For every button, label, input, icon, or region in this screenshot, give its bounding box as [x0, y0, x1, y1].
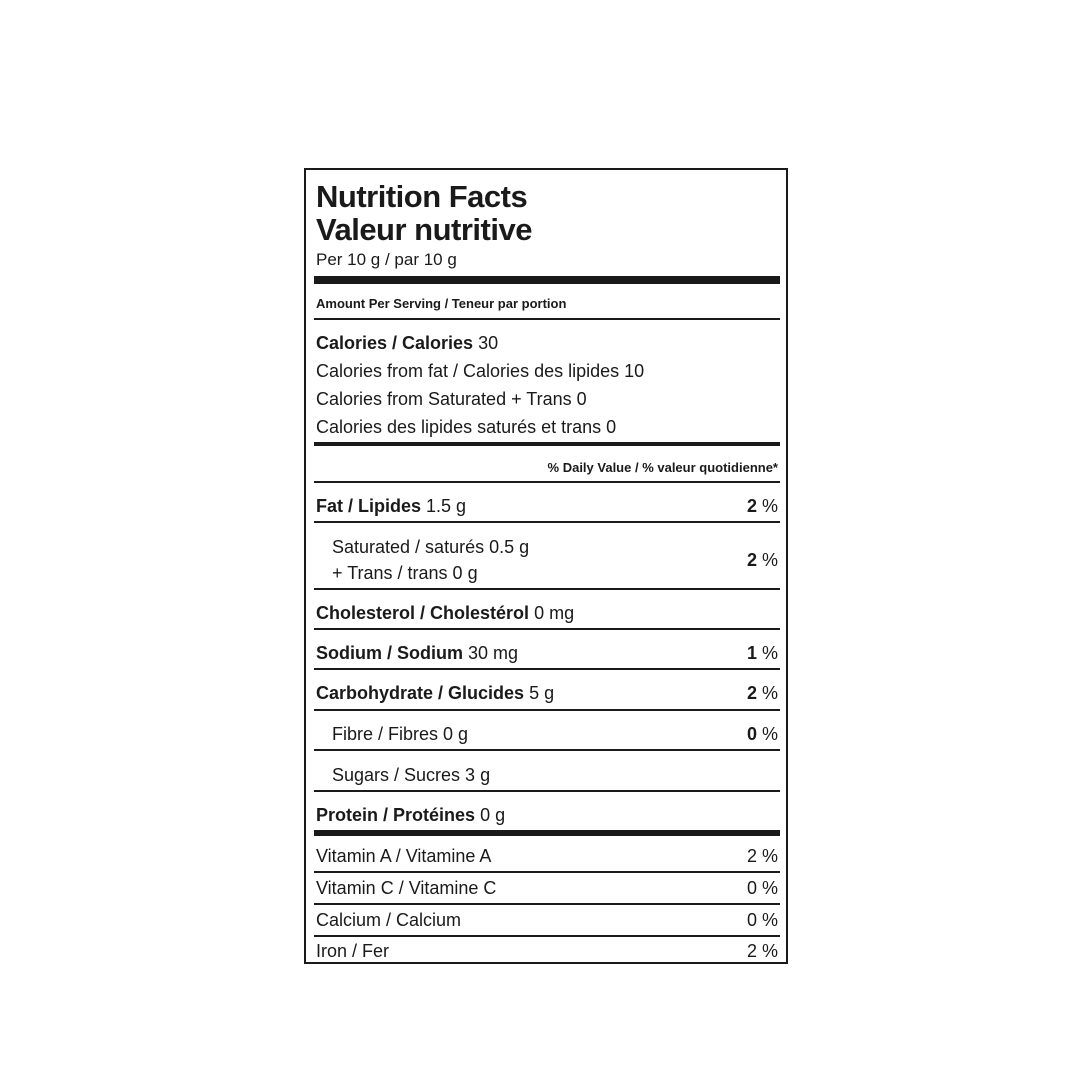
divider	[314, 481, 780, 483]
sodium-row	[316, 643, 518, 664]
divider	[314, 318, 780, 320]
divider	[314, 521, 780, 523]
divider	[314, 668, 780, 670]
fibre-row: Fibre / Fibres 0 g	[332, 724, 469, 744]
vitamin-a-value: 2 %	[746, 846, 778, 866]
calories-value: 30	[478, 333, 499, 353]
fat-dv: 2 %	[746, 496, 778, 516]
divider	[314, 588, 780, 590]
fat-amount: 1.5 g	[426, 496, 467, 516]
vitamin-c-label: Vitamin C / Vitamine C	[316, 878, 497, 898]
serving-size: Per 10 g / par 10 g	[316, 250, 457, 269]
cholesterol-label: Cholesterol / Cholestérol	[316, 603, 530, 623]
vitamin-a-label: Vitamin A / Vitamine A	[316, 846, 492, 866]
sodium-label: Sodium / Sodium	[316, 643, 463, 663]
iron-label: Iron / Fer	[316, 941, 390, 961]
protein-row	[316, 805, 505, 826]
medium-divider	[314, 442, 780, 446]
fat-row	[316, 496, 466, 517]
amount-per-serving-header: Amount Per Serving / Teneur par portion	[316, 296, 567, 311]
divider	[314, 935, 780, 937]
calories-saturated-trans-fr: Calories des lipides saturés et trans 0	[316, 417, 617, 437]
sodium-amount: 30 mg	[468, 643, 519, 663]
title-english: Nutrition Facts	[316, 179, 528, 214]
calories-row	[316, 333, 498, 354]
fat-label: Fat / Lipides	[316, 496, 422, 516]
divider	[314, 628, 780, 630]
divider	[314, 903, 780, 905]
saturated-line: Saturated / saturés 0.5 g	[332, 537, 530, 557]
divider	[314, 871, 780, 873]
calories-saturated-trans: Calories from Saturated + Trans 0	[316, 389, 587, 409]
calcium-value: 0 %	[746, 910, 778, 930]
saturated-dv: 2 %	[746, 550, 778, 570]
calories-from-fat: Calories from fat / Calories des lipides 10	[316, 361, 645, 381]
divider	[314, 749, 780, 751]
thick-divider	[314, 830, 780, 836]
cholesterol-amount: 0 mg	[534, 603, 575, 623]
divider	[314, 709, 780, 711]
trans-line: + Trans / trans 0 g	[332, 563, 478, 583]
divider	[314, 790, 780, 792]
carbohydrate-label: Carbohydrate / Glucides	[316, 683, 525, 703]
calories-label: Calories / Calories	[316, 333, 474, 353]
fibre-dv: 0 %	[746, 724, 778, 744]
protein-label: Protein / Protéines	[316, 805, 476, 825]
label-content	[314, 170, 780, 962]
carbohydrate-amount: 5 g	[529, 683, 555, 703]
vitamin-c-value: 0 %	[746, 878, 778, 898]
sugars-row: Sugars / Sucres 3 g	[332, 765, 491, 785]
cholesterol-row	[316, 603, 574, 624]
nutrition-facts-label	[304, 168, 788, 964]
carbohydrate-dv: 2 %	[746, 683, 778, 703]
sodium-dv: 1 %	[746, 643, 778, 663]
carbohydrate-row	[316, 683, 554, 704]
calcium-label: Calcium / Calcium	[316, 910, 462, 930]
title-french: Valeur nutritive	[316, 212, 532, 247]
iron-value: 2 %	[746, 941, 778, 961]
thick-divider	[314, 276, 780, 284]
daily-value-header: % Daily Value / % valeur quotidienne*	[547, 460, 778, 475]
protein-amount: 0 g	[480, 805, 506, 825]
